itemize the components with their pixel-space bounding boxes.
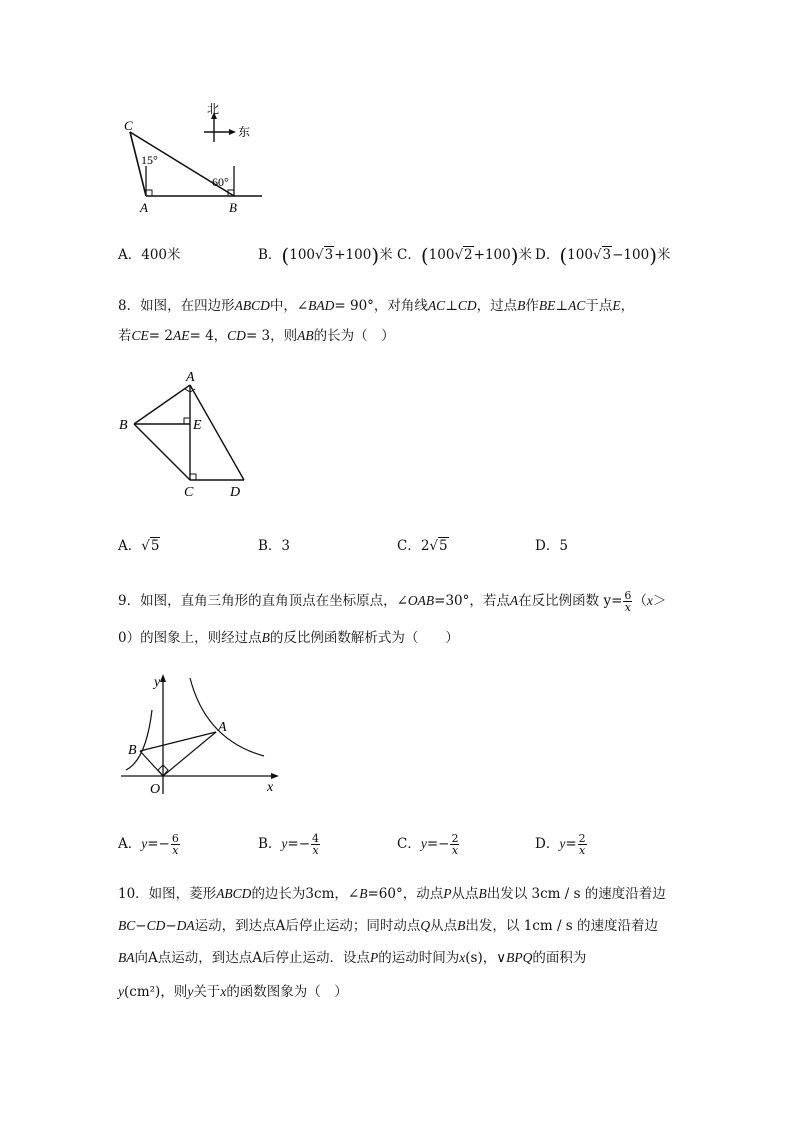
x-axis-label: x bbox=[267, 780, 274, 795]
q9-option-b[interactable] bbox=[258, 833, 321, 856]
q7-option-c-radicand: 2 bbox=[464, 247, 473, 263]
q10-question-line4: y(cm²)，则y关于x的函数图象为（ ） bbox=[118, 984, 348, 1000]
q7-option-c-prefix: C． bbox=[397, 247, 421, 263]
q9-question-line1: 9．如图，直角三角形的直角顶点在坐标原点，∠OAB=30°，若点A在反比例函数 y= $\frac{6}{x}$ （x＞ bbox=[118, 589, 667, 614]
q9-option-c-prefix: C． bbox=[397, 836, 421, 852]
q9-option-b-eq: =− bbox=[287, 836, 311, 852]
q10-question-line3: BA向A点运动，到达点A后停止运动．设点P的运动时间为x(s)，∨BPQ的面积为 bbox=[118, 950, 587, 966]
q9-figure bbox=[116, 670, 286, 800]
q9-option-a-den: x bbox=[172, 844, 179, 857]
q7-option-c-unit: 米 bbox=[518, 247, 533, 263]
q7-option-d-tail: −100 bbox=[612, 247, 650, 263]
right-angle-e bbox=[184, 418, 190, 424]
point-e-label: E bbox=[193, 418, 202, 433]
q9-option-d-prefix: D． bbox=[535, 836, 560, 852]
q9-option-b-num: 4 bbox=[312, 832, 320, 845]
point-c-label: C bbox=[184, 485, 194, 500]
point-b-label: B bbox=[119, 418, 128, 433]
q8-option-d-text: D．5 bbox=[535, 538, 568, 554]
q9-option-d-num: 2 bbox=[578, 832, 586, 845]
q7-option-d-prefix: D． bbox=[535, 247, 560, 263]
q8-question-line2: 若CE= 2AE= 4，CD= 3，则AB的长为（ ） bbox=[118, 328, 395, 344]
q8-option-a-prefix: A． bbox=[118, 538, 142, 554]
q9-option-d[interactable] bbox=[535, 833, 588, 856]
point-c-label: C bbox=[124, 118, 133, 133]
q9-option-b-prefix: B． bbox=[258, 836, 282, 852]
q7-option-b-unit: 米 bbox=[379, 247, 393, 263]
q7-option-d[interactable]: D．(100√3−100)米 bbox=[535, 243, 671, 268]
q8-option-a[interactable]: A．√5 bbox=[118, 538, 160, 554]
point-b-label: B bbox=[229, 200, 237, 215]
y-axis-arrow bbox=[160, 674, 166, 682]
q8-option-d[interactable] bbox=[535, 536, 568, 556]
q9-option-c-den: x bbox=[451, 844, 459, 857]
q7-option-d-unit: 米 bbox=[657, 247, 671, 263]
q9-option-a-prefix: A． bbox=[118, 836, 142, 852]
compass-north-label: 北 bbox=[207, 102, 220, 116]
right-angle-a bbox=[146, 190, 152, 196]
q10-question-line2: BC−CD−DA运动，到达点A后停止运动；同时动点Q从点B出发，以 1cm / s 的速度沿着边 bbox=[118, 918, 658, 934]
q9-option-a-num: 6 bbox=[171, 832, 179, 845]
q7-option-c-coef: 100 bbox=[428, 247, 455, 263]
q8-option-a-radicand: 5 bbox=[150, 538, 160, 554]
q7-option-b-prefix: B． bbox=[258, 247, 282, 263]
q8-option-b-text: B．3 bbox=[258, 538, 291, 554]
q8-question-line1: 8．如图，在四边形ABCD中，∠BAD= 90°，对角线AC⊥CD，过点B作BE⊥AC于点E， bbox=[118, 298, 635, 314]
x-axis-arrow bbox=[271, 773, 279, 779]
q8-option-b[interactable] bbox=[258, 536, 290, 556]
q9-question-line2: 0）的图象上，则经过点B的反比例函数解析式为（ ） bbox=[118, 630, 459, 646]
q7-option-b-tail: +100 bbox=[334, 247, 372, 263]
q7-option-b[interactable]: B．(100√3+100)米 bbox=[258, 243, 393, 268]
q7-option-c[interactable]: C．(100√2+100)米 bbox=[397, 243, 533, 268]
q7-figure bbox=[118, 100, 278, 220]
segment-bc bbox=[134, 424, 190, 480]
point-a-label: A bbox=[186, 370, 195, 385]
point-b-label: B bbox=[128, 743, 137, 758]
compass-east-label: 东 bbox=[238, 125, 251, 139]
q9-option-c-eq: =− bbox=[426, 836, 450, 852]
compass-east-arrow bbox=[229, 129, 236, 135]
y-axis-label: y bbox=[154, 675, 161, 690]
point-a-label: A bbox=[218, 720, 227, 735]
q9-option-a-var: y bbox=[141, 836, 148, 851]
q8-figure bbox=[112, 370, 262, 502]
curve-second-quadrant bbox=[126, 710, 152, 770]
angle-15-label: 15° bbox=[141, 153, 158, 167]
q7-option-b-coef: 100 bbox=[289, 247, 316, 263]
q9-option-d-eq: = bbox=[565, 836, 577, 852]
q10-question-line1: 10．如图，菱形ABCD的边长为3cm，∠B=60°，动点P从点B出发以 3cm / s 的速度沿着边 bbox=[118, 886, 666, 902]
q9-option-d-den: x bbox=[579, 844, 586, 857]
right-angle-c bbox=[190, 474, 196, 480]
q9-option-a-eq: =− bbox=[147, 836, 170, 852]
angle-60-label: 60° bbox=[212, 175, 229, 189]
point-d-label: D bbox=[230, 485, 241, 500]
q7-option-d-coef: 100 bbox=[567, 247, 593, 263]
origin-label: O bbox=[150, 782, 161, 797]
segment-ba bbox=[134, 385, 190, 424]
q7-option-a-text: A．400米 bbox=[118, 247, 181, 263]
q7-option-a[interactable] bbox=[118, 245, 181, 265]
q8-option-c[interactable]: C．2√5 bbox=[397, 538, 448, 554]
q7-option-b-radicand: 3 bbox=[324, 247, 334, 263]
q8-option-c-prefix: C．2 bbox=[397, 538, 430, 554]
q7-option-d-radicand: 3 bbox=[602, 247, 612, 263]
q9-option-d-var: y bbox=[559, 836, 566, 851]
point-a-label: A bbox=[140, 200, 148, 215]
q7-option-c-tail: +100 bbox=[473, 247, 511, 263]
q9-option-a[interactable] bbox=[118, 833, 181, 856]
q9-option-b-den: x bbox=[312, 844, 319, 857]
q9-option-c-var: y bbox=[420, 836, 427, 851]
q9-option-c-num: 2 bbox=[451, 832, 459, 845]
q9-option-c[interactable] bbox=[397, 833, 460, 856]
q9-option-b-var: y bbox=[281, 836, 288, 851]
q8-option-c-radicand: 5 bbox=[439, 538, 448, 554]
